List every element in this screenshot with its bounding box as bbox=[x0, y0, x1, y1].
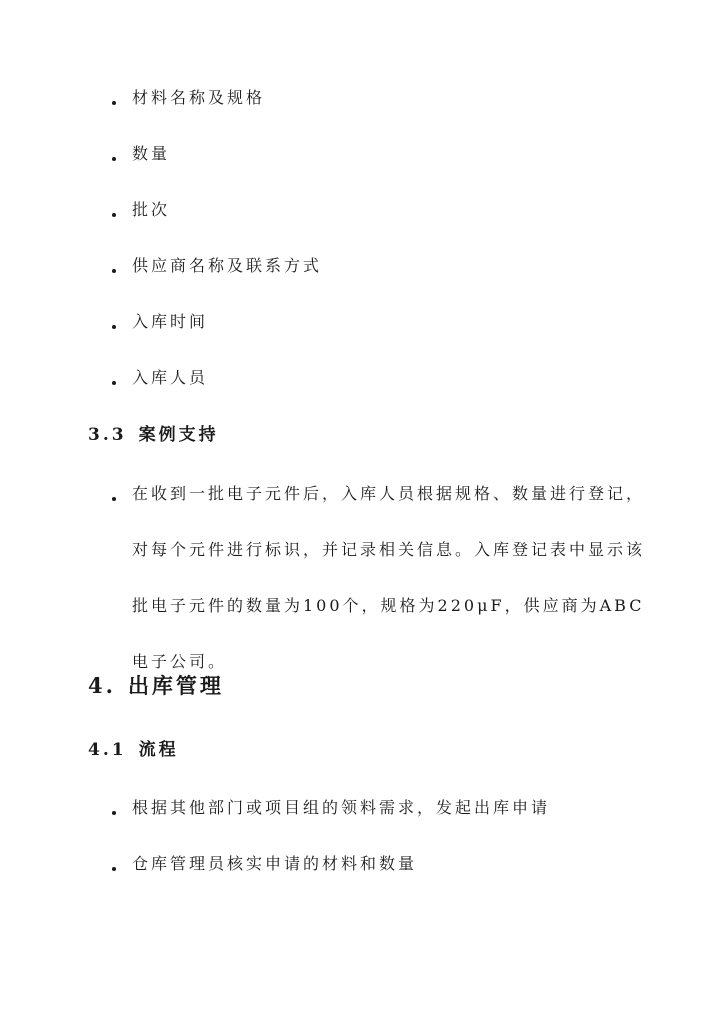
bullet-icon bbox=[110, 350, 122, 406]
case-paragraph: 在收到一批电子元件后，入库人员根据规格、数量进行登记，对每个元件进行标识，并记录相关信息。入库登记表中显示该批电子元件的数量为100个，规格为220μF，供应商为ABC电子公司。 bbox=[132, 484, 646, 671]
bullet-icon bbox=[110, 238, 122, 294]
list-item bbox=[110, 780, 650, 836]
list-item-text: 数量 bbox=[132, 144, 171, 163]
list-item bbox=[110, 126, 650, 182]
list-item bbox=[110, 836, 650, 892]
bullet-icon bbox=[110, 182, 122, 238]
bullet-icon bbox=[110, 836, 122, 892]
section-heading-4-1 bbox=[88, 738, 179, 762]
list-item bbox=[110, 350, 650, 406]
bullet-icon bbox=[110, 126, 122, 182]
list-item-text: 供应商名称及联系方式 bbox=[132, 256, 323, 275]
list-item bbox=[110, 182, 650, 238]
section-number: 4. bbox=[88, 673, 116, 698]
list-item-text: 入库时间 bbox=[132, 312, 209, 331]
section-heading-4 bbox=[88, 671, 224, 701]
bullet-icon bbox=[110, 780, 122, 836]
list-item-text: 根据其他部门或项目组的领料需求，发起出库申请 bbox=[132, 798, 551, 817]
list-item-text: 入库人员 bbox=[132, 368, 209, 387]
section-title: 出库管理 bbox=[127, 673, 224, 698]
bullet-icon bbox=[110, 294, 122, 350]
section-number: 3.3 bbox=[88, 425, 127, 445]
bullet-icon bbox=[110, 466, 122, 522]
list-item bbox=[110, 466, 650, 690]
list-item-text: 批次 bbox=[132, 200, 171, 219]
list-item bbox=[110, 294, 650, 350]
section-title: 案例支持 bbox=[138, 425, 219, 445]
bullet-icon bbox=[110, 70, 122, 126]
section-number: 4.1 bbox=[88, 740, 127, 760]
list-item bbox=[110, 238, 650, 294]
section-title: 流程 bbox=[138, 740, 179, 760]
list-item bbox=[110, 70, 650, 126]
section-heading-3-3 bbox=[88, 423, 219, 447]
list-item-text: 仓库管理员核实申请的材料和数量 bbox=[132, 854, 418, 873]
list-item-text: 材料名称及规格 bbox=[132, 88, 266, 107]
